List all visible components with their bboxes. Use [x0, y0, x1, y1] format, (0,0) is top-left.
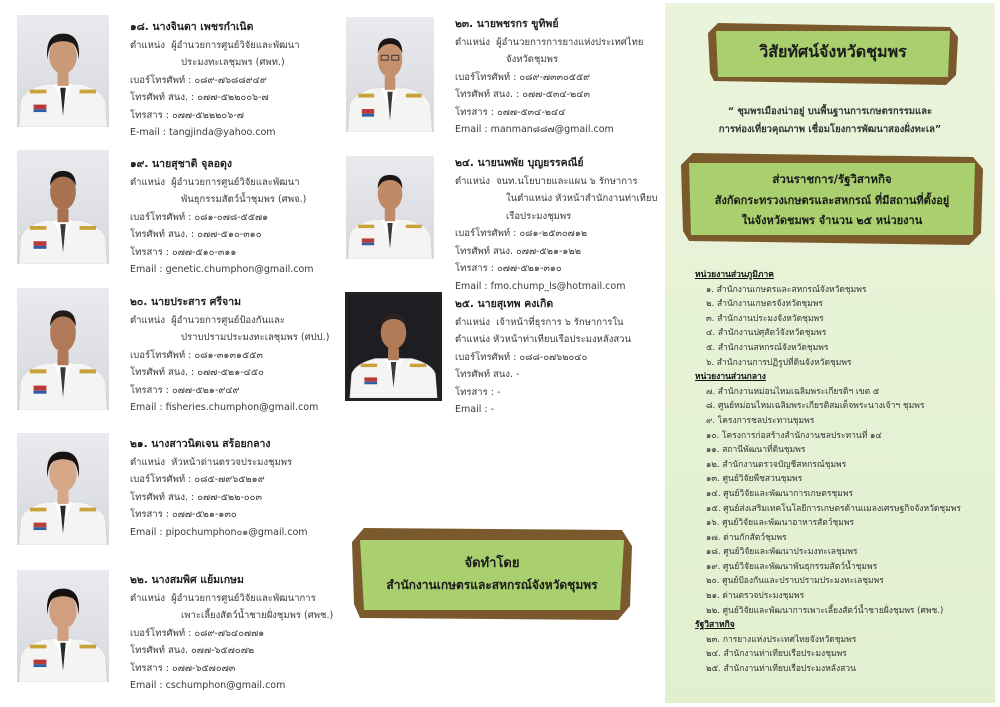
portrait-silhouette: [348, 295, 439, 398]
person-name: ๒๔. นายนพพัย บุญยรรคณีย์: [455, 157, 584, 169]
email-address: Email : fmo.chump_ls@hotmail.com: [455, 280, 626, 292]
phone-number: เบอร์โทรศัพท์ : ๐๘๑-๓๑๓๑๕๕๓: [130, 349, 263, 361]
agency-item: ๒๐. ศูนย์ป้องกันและปราบปรามประมงทะเลชุมพร: [706, 576, 884, 587]
office-phone: โทรศัพท์ สนง. : ๐๗๗-๕๓๔-๒๔๓: [455, 89, 590, 100]
person-name: ๒๒. นางสมพิศ แย้มเกษม: [130, 574, 244, 586]
agency-item: ๑๐. โครงการก่อสร้างสำนักงานชลประทานที่ ๑๔: [706, 430, 882, 441]
agency-item: ๑๒. สำนักงานตรวจบัญชีสหกรณ์ชุมพร: [706, 459, 847, 470]
agency-item: ๓. สำนักงานประมงจังหวัดชุมพร: [706, 313, 824, 324]
agencies-heading-2: สังกัดกระทรวงเกษตรและสหกรณ์ ที่มีสถานที่ตั้งอยู่: [714, 194, 950, 207]
agency-item: ๑๕. ศูนย์ส่งเสริมเทคโนโลยีการเกษตรด้านแมลงเศรษฐกิจจังหวัดชุมพร: [706, 503, 961, 514]
email-address: Email : genetic.chumphon@gmail.com: [130, 264, 314, 275]
portrait-silhouette: [346, 17, 434, 132]
portrait-silhouette: [17, 288, 109, 410]
agencies-heading-3: ในจังหวัดชมพร จำนวน ๒๕ หน่วยงาน: [741, 214, 923, 227]
produced-by-banner: [352, 528, 632, 620]
fax-number: โทรสาร : ๐๗๗-๕๓๔-๒๔๔: [455, 106, 566, 118]
vision-banner: [708, 23, 958, 85]
fax-number: โทรสาร : ๐๗๗-๕๒๑-๙๔๙: [130, 384, 240, 396]
position-label: ตำแหน่ง: [130, 314, 166, 326]
agency-section-title: หน่วยงานส่วนภูมิภาค: [695, 270, 774, 280]
portrait-silhouette: [17, 433, 109, 545]
vision-statement-line2: การท่องเที่ยวคุณภาพ เชื่อมโยงการพัฒนาสองฝั่งทะเล”: [718, 124, 942, 135]
agency-item: ๔. สำนักงานปศุสัตว์จังหวัดชุมพร: [706, 328, 827, 339]
position-label: ตำแหน่ง: [130, 592, 166, 604]
agency-item: ๑๘. ศูนย์วิจัยและพัฒนาประมงทะเลชุมพร: [706, 547, 858, 558]
vision-statement: [679, 103, 981, 139]
person-card-25: [455, 296, 631, 419]
office-phone: โทรศัพท์ สนง. : ๐๗๗-๕๒๒๐๐๖-๗: [130, 92, 269, 103]
position-text: ผู้อำนวยการการยางแห่งประเทศไทย: [496, 36, 644, 48]
position-text-cont: ปราบปรามประมงทะเลชุมพร (ศปป.): [181, 332, 330, 343]
position-text: หัวหน้าด่านตรวจประมงชุมพร: [171, 456, 293, 468]
position-label: ตำแหน่ง: [455, 36, 491, 48]
position-text-cont: พันธุกรรมสัตว์น้ำชุมพร (ศพจ.): [181, 194, 307, 205]
fax-number: โทรสาร : -: [455, 386, 501, 398]
portrait-photo-19: [17, 150, 109, 264]
office-phone: โทรศัพท์ สนง. ๐๗๗-๕๒๑-๑๒๒: [455, 245, 581, 257]
agency-item: ๖. สำนักงานการปฏิรูปที่ดินจังหวัดชุมพร: [706, 357, 852, 368]
person-name: ๒๕. นายสุเทพ คงเกิด: [455, 298, 554, 310]
person-name: ๒๓. นายพชรกร ขูทิพย์: [455, 18, 559, 30]
person-card-22: [130, 572, 333, 695]
vision-panel: [665, 3, 995, 703]
agencies-banner: [681, 153, 983, 245]
portrait-silhouette: [17, 15, 109, 127]
portrait-photo-21: [17, 433, 109, 545]
phone-number: เบอร์โทรศัพท์ : ๐๘๑-๐๗๘-๕๕๗๑: [130, 211, 269, 223]
fax-number: โทรสาร : ๐๗๗-๕๑๐-๓๑๑: [130, 246, 237, 258]
office-phone: โทรศัพท์ สนง. : ๐๗๗-๕๒๒-๐๐๓: [130, 491, 262, 503]
portrait-photo-20: [17, 288, 109, 410]
person-card-24: [455, 155, 657, 295]
agency-item: ๒๑. ด่านตรวจประมงชุมพร: [706, 591, 805, 602]
agencies-heading-1: ส่วนราชการ/รัฐวิสาหกิจ: [772, 172, 892, 186]
position-text: เจ้าหน้าที่ธุรการ ๖ รักษาการใน: [496, 316, 624, 328]
phone-number: เบอร์โทรศัพท์ : ๐๘๑-๒๕๓๐๗๑๒: [455, 228, 588, 239]
position-text: ผู้อำนวยการศูนย์วิจัยและพัฒนา: [171, 176, 300, 188]
agency-section-title: รัฐวิสาหกิจ: [695, 620, 735, 631]
position-text-cont-2: เรือประมงชุมพร: [506, 210, 572, 222]
agency-item: ๕. สำนักงานสหกรณ์จังหวัดชุมพร: [706, 342, 829, 353]
portrait-photo-24: [346, 156, 434, 259]
agency-item: ๑๑. สถานีพัฒนาที่ดินชุมพร: [706, 445, 806, 456]
agency-item: ๘. ศูนย์หม่อนไหมเฉลิมพระเกียรติสมเด็จพระนางเจ้าฯ ชุมพร: [706, 401, 925, 412]
position-label: ตำแหน่ง: [455, 316, 491, 328]
email-address: Email : manman๘๘๗@gmail.com: [455, 124, 614, 135]
position-text: ผู้อำนวยการศูนย์วิจัยและพัฒนาการ: [171, 592, 316, 604]
office-phone: โทรศัพท์ สนง. : ๐๗๗-๕๑๐-๓๑๐: [130, 229, 262, 240]
person-card-23: [455, 16, 643, 139]
phone-number: เบอร์โทรศัพท์ : ๐๘๙-๗๖๔๐๗๗๑: [130, 627, 265, 639]
person-name: ๑๙. นายสุชาติ จุลอดุง: [130, 158, 232, 170]
position-text: จนท.นโยบายและแผน ๖ รักษาการ: [496, 175, 638, 187]
portrait-photo-23: [346, 17, 434, 132]
agency-item: ๑๗. ด่านกักสัตว์ชุมพร: [706, 532, 787, 543]
phone-number: เบอร์โทรศัพท์ : ๐๘๕-๗๙๖๕๒๑๙: [130, 474, 265, 485]
produced-by-heading: จัดทำโดย: [464, 556, 520, 571]
email-address: Email : cschumphon@gmail.com: [130, 680, 286, 691]
email-address: Email : fisheries.chumphon@gmail.com: [130, 402, 319, 413]
person-name: ๒๐. นายประสาร ศรีจาม: [130, 296, 242, 308]
position-text: ผู้อำนวยการศูนย์ป้องกันและ: [171, 314, 286, 326]
position-label: ตำแหน่ง: [130, 176, 166, 188]
vision-statement-line1: “ ชุมพรเมืองน่าอยู่ บนพื้นฐานการเกษตรกรรมและ: [727, 106, 933, 117]
agency-item: ๑๔. ศูนย์วิจัยและพัฒนาการเกษตรชุมพร: [706, 488, 854, 499]
position-text-cont: ในตำแหน่ง หัวหน้าสำนักงานท่าเทียบ: [506, 193, 658, 204]
agency-list: [695, 268, 985, 677]
fax-number: โทรสาร : ๐๗๗-๖๕๗๐๗๓: [130, 662, 236, 674]
portrait-photo-25: [345, 292, 442, 401]
vision-title: วิสัยทัศน์จังหวัดชุมพร: [759, 42, 907, 61]
position-text-cont: เพาะเลี้ยงสัตว์น้ำชายฝั่งชุมพร (ศพช.): [181, 610, 334, 621]
agency-item: ๒๔. สำนักงานท่าเทียบเรือประมงชุมพร: [706, 649, 847, 660]
position-text-cont: ประมงทะเลชุมพร (ศพท.): [181, 57, 285, 68]
agency-item: ๑. สำนักงานเกษตรและสหกรณ์จังหวัดชุมพร: [706, 284, 867, 295]
person-card-21: [130, 436, 308, 541]
office-phone: โทรศัพท์ สนง. -: [455, 369, 520, 380]
position-text: ผู้อำนวยการศูนย์วิจัยและพัฒนา: [171, 39, 300, 51]
agency-item: ๒๒. ศูนย์วิจัยและพัฒนาการเพาะเลี้ยงสัตว์น้ำชายฝั่งชุมพร (ศพช.): [706, 605, 944, 616]
email-address: Email : pipochumphon๐๑@gmail.com: [130, 526, 308, 538]
portrait-photo-18: [17, 15, 109, 127]
person-name: ๑๘. นางจินดา เพชรกำเนิด: [130, 21, 254, 33]
agency-item: ๑๖. ศูนย์วิจัยและพัฒนาอาหารสัตว์ชุมพร: [706, 518, 855, 529]
position-label: ตำแหน่ง: [130, 456, 166, 468]
email-address: E-mail : tangjinda@yahoo.com: [130, 127, 276, 138]
agency-item: ๒. สำนักงานเกษตรจังหวัดชุมพร: [706, 299, 823, 310]
position-label: ตำแหน่ง: [130, 39, 166, 51]
agency-item: ๒๕. สำนักงานท่าเทียบเรือประมงหลังสวน: [706, 664, 856, 675]
produced-by-org: สำนักงานเกษตรและสหกรณ์จังหวัดชุมพร: [386, 578, 598, 592]
email-address: Email : -: [455, 404, 495, 415]
agency-item: ๑๙. ศูนย์วิจัยและพัฒนาพันธุกรรมสัตว์น้ำชุมพร: [706, 561, 878, 572]
person-card-20: [130, 294, 329, 417]
person-card-18: [130, 19, 300, 142]
phone-number: เบอร์โทรศัพท์ : ๐๘๘-๐๗๖๒๐๔๐: [455, 351, 588, 363]
person-name: ๒๑. นางสาวนิตเจน สร้อยกลาง: [130, 438, 271, 450]
fax-number: โทรสาร : ๐๗๗-๕๒๑-๓๑๐: [455, 263, 562, 274]
office-phone: โทรศัพท์ สนง. ๐๗๗-๖๕๗๐๗๒: [130, 645, 255, 656]
fax-number: โทรสาร : ๐๗๗-๕๒๒๒๐๖-๗: [130, 109, 244, 121]
agency-item: ๑๓. ศูนย์วิจัยพืชสวนชุมพร: [706, 474, 803, 485]
agency-item: ๙. โครงการชลประทานชุมพร: [706, 415, 815, 426]
position-text-cont: จังหวัดชุมพร: [506, 54, 559, 65]
portrait-silhouette: [346, 156, 434, 259]
agency-item: ๒๓. การยางแห่งประเทศไทยจังหวัดชุมพร: [706, 634, 857, 645]
fax-number: โทรสาร : ๐๗๗-๕๒๑-๑๓๐: [130, 509, 237, 520]
person-card-19: [130, 156, 314, 279]
position-text-cont: ตำแหน่ง หัวหน้าท่าเทียบเรือประมงหลังสวน: [455, 334, 631, 345]
office-phone: โทรศัพท์ สนง. : ๐๗๗-๕๒๑-๔๕๐: [130, 367, 264, 378]
ribbon-shape: [352, 528, 632, 620]
portrait-silhouette: [17, 570, 109, 682]
portrait-silhouette: [17, 150, 109, 264]
portrait-photo-22: [17, 570, 109, 682]
phone-number: เบอร์โทรศัพท์ : ๐๘๙-๗๓๓๐๕๕๙: [455, 71, 591, 83]
position-label: ตำแหน่ง: [455, 175, 491, 187]
agency-item: ๗. สำนักงานหม่อนไหมเฉลิมพระเกียรติฯ เขต ๕: [706, 386, 880, 397]
phone-number: เบอร์โทรศัพท์ : ๐๘๙-๗๖๘๘๙๔๙: [130, 74, 267, 86]
agency-section-title: หน่วยงานส่วนกลาง: [695, 372, 766, 383]
